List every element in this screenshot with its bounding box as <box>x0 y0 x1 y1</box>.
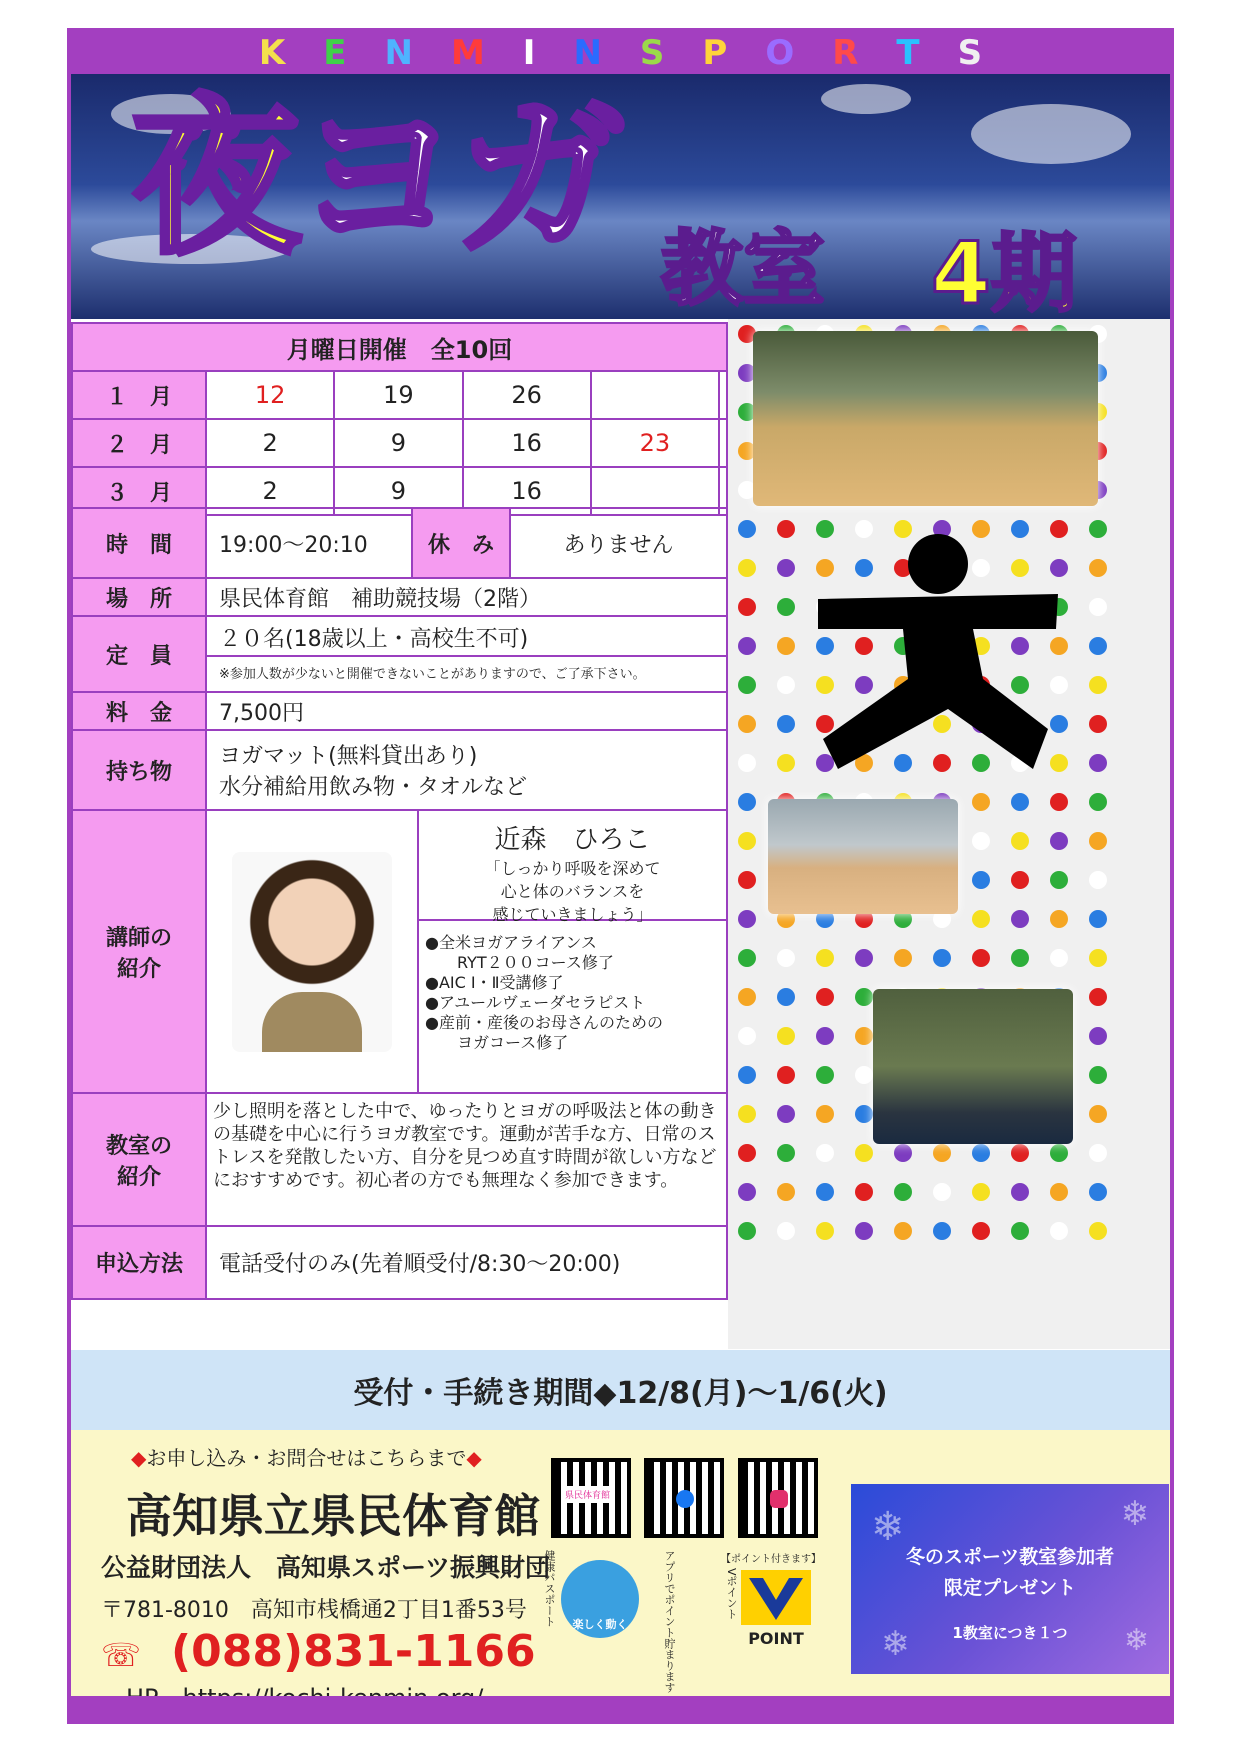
time-label: 時 間 <box>73 509 207 577</box>
decor-dot <box>1089 754 1107 772</box>
schedule-day: 16 <box>463 419 591 467</box>
schedule-day: 16 <box>463 467 591 515</box>
decor-dot <box>777 949 795 967</box>
decor-dot <box>855 988 873 1006</box>
address: 〒781-8010 高知市桟橋通2丁目1番53号 <box>101 1598 527 1623</box>
decor-dot <box>1089 949 1107 967</box>
phone-number: ☏ (088)831-1166 <box>101 1626 536 1677</box>
decor-dot <box>1089 871 1107 889</box>
brand-letter: N <box>384 33 413 73</box>
decor-dot <box>1089 1144 1107 1162</box>
bottom-bar <box>71 1696 1170 1720</box>
decor-dot <box>1089 598 1107 616</box>
qr-code-facebook[interactable] <box>644 1458 724 1538</box>
decor-dot <box>855 1222 873 1240</box>
decor-dot <box>855 1144 873 1162</box>
decor-dot <box>816 1027 834 1045</box>
health-passport-logo: 楽しく動く <box>561 1560 639 1638</box>
schedule-day: 2 <box>206 419 334 467</box>
yoga-pose-icon <box>808 529 1068 779</box>
brand-letter: S <box>639 33 665 73</box>
capacity-label: 定 員 <box>73 617 207 691</box>
decor-dot <box>1089 559 1107 577</box>
decor-dot <box>816 1222 834 1240</box>
decor-dot <box>1050 949 1068 967</box>
qr-code-instagram[interactable] <box>738 1458 818 1538</box>
schedule-day: 9 <box>334 467 462 515</box>
decor-dot <box>738 637 756 655</box>
decor-dot <box>738 715 756 733</box>
instructor-label: 講師の 紹介 <box>73 811 207 1092</box>
schedule-day: 26 <box>463 371 591 419</box>
snowflake-icon: ❄ <box>1120 1494 1149 1534</box>
decor-dot <box>972 832 990 850</box>
rest-label: 休 み <box>413 509 511 577</box>
decor-dot <box>777 1222 795 1240</box>
place-label: 場 所 <box>73 579 207 615</box>
decor-dot <box>1089 1105 1107 1123</box>
venue-name: 高知県立県民体育館 <box>126 1489 540 1543</box>
winter-present-banner <box>851 1484 1169 1674</box>
decor-dot <box>738 598 756 616</box>
instructor-quote-3: 感じていきましょう」 <box>492 905 653 924</box>
decor-dot <box>738 1183 756 1201</box>
decor-dot <box>855 1027 873 1045</box>
brand-letter: M <box>450 33 485 73</box>
decor-dot <box>738 1105 756 1123</box>
decor-dot <box>855 1105 873 1123</box>
decor-dot <box>1089 1183 1107 1201</box>
decor-dot <box>738 1222 756 1240</box>
vpoint-note: 【ポイント付きます】 <box>721 1554 821 1565</box>
info-table <box>71 507 728 1300</box>
decor-dot <box>1050 1144 1068 1162</box>
decor-dot <box>855 1183 873 1201</box>
vpoint-logo: POINT <box>741 1570 811 1650</box>
instagram-icon <box>770 1490 788 1508</box>
decor-dot <box>972 1222 990 1240</box>
contact-section <box>71 1430 1170 1704</box>
schedule-table <box>71 322 728 516</box>
snowflake-icon: ❄ <box>881 1624 910 1664</box>
schedule-day <box>719 419 727 467</box>
schedule-header: 月曜日開催 全10回 <box>72 323 727 371</box>
schedule-month: ３ 月 <box>72 467 206 515</box>
phone-icon: ☏ <box>101 1636 142 1674</box>
decor-dot <box>1089 637 1107 655</box>
decor-dot <box>972 1144 990 1162</box>
title-yoga: ヨガ <box>293 80 618 278</box>
title-yoru: 夜 <box>131 80 294 278</box>
brand-letter: K <box>258 33 286 73</box>
decor-dot <box>1089 715 1107 733</box>
schedule-day: 19 <box>334 371 462 419</box>
instructor-quote-2: 心と体のバランスを <box>500 882 645 901</box>
brand-letter: I <box>522 33 536 73</box>
decor-dot <box>1089 910 1107 928</box>
organization: 公益財団法人 高知県スポーツ振興財団 <box>101 1553 551 1582</box>
decor-dot <box>1089 1027 1107 1045</box>
facebook-icon <box>676 1490 694 1508</box>
time-value: 19:00～20:10 <box>207 509 413 577</box>
decor-dot <box>738 676 756 694</box>
decor-dot <box>777 1027 795 1045</box>
decor-dot <box>1050 871 1068 889</box>
instructor-name: 近森 ひろこ <box>494 825 651 855</box>
decor-dot <box>777 715 795 733</box>
credential-line: ●アユールヴェーダセラピスト <box>425 993 646 1012</box>
fee-label: 料 金 <box>73 693 207 729</box>
decor-dot <box>777 598 795 616</box>
decor-dot <box>972 871 990 889</box>
decor-dot <box>738 520 756 538</box>
decor-dot <box>738 832 756 850</box>
decor-dot <box>1011 1222 1029 1240</box>
brand-letter: E <box>323 33 347 73</box>
class-label: 教室の 紹介 <box>73 1094 207 1225</box>
items-label: 持ち物 <box>73 731 207 809</box>
schedule-month: ２ 月 <box>72 419 206 467</box>
decor-dot <box>1011 1183 1029 1201</box>
class-description: 少し照明を落とした中で、ゆったりとヨガの呼吸法と体の動きの基礎を中心に行うヨガ教室です。運動が苦手な方、日常のストレスを発散したい方、自分を見つめ直す時間が欲しい方などにおすすめです。初心者の方でも無理なく参加できます。 <box>213 1101 717 1191</box>
decor-dot <box>1011 949 1029 967</box>
decor-dot <box>1089 1222 1107 1240</box>
schedule-day <box>719 371 727 419</box>
schedule-month: １ 月 <box>72 371 206 419</box>
decor-dot <box>816 1066 834 1084</box>
decor-dot <box>1050 793 1068 811</box>
items-line2: 水分補給用飲み物・タオルなど <box>219 775 528 800</box>
decor-dot <box>1011 832 1029 850</box>
decor-dot <box>777 1105 795 1123</box>
schedule-row <box>72 419 727 467</box>
photo-panel <box>728 319 1170 1349</box>
schedule-day <box>591 371 719 419</box>
gym-photo-1 <box>753 331 1098 506</box>
decor-dot <box>777 637 795 655</box>
decor-dot <box>816 1105 834 1123</box>
credential-line: ヨガコース修了 <box>425 1033 569 1052</box>
decor-dot <box>972 949 990 967</box>
decor-dot <box>1089 793 1107 811</box>
qr-code-site[interactable]: 県民体育館 <box>551 1458 631 1538</box>
health-passport-label: 健康パスポート <box>543 1550 556 1627</box>
decor-dot <box>816 1144 834 1162</box>
present-line-2: 限定プレゼント <box>943 1577 1077 1599</box>
snowflake-icon: ❄ <box>871 1504 905 1550</box>
capacity-note: ※参加人数が少ないと開催できないことがありますので、ご了承下さい。 <box>219 667 646 682</box>
place-value: 県民体育館 補助競技場（2階） <box>219 586 541 612</box>
schedule-day: 12 <box>206 371 334 419</box>
instructor-credentials <box>419 921 726 1065</box>
decor-dot <box>1011 1144 1029 1162</box>
decor-dot <box>738 1066 756 1084</box>
decor-dot <box>894 1183 912 1201</box>
decor-dot <box>894 949 912 967</box>
title-kyoshitsu: 教室 <box>661 222 826 317</box>
decor-dot <box>1089 676 1107 694</box>
app-points-label: アプリでポイント貯まります <box>663 1550 676 1693</box>
decor-dot <box>738 754 756 772</box>
brand-letter: R <box>832 33 859 73</box>
decor-dot <box>1089 988 1107 1006</box>
brand-letter: P <box>702 33 728 73</box>
decor-dot <box>1089 1066 1107 1084</box>
vpoint-v-icon <box>741 1570 811 1625</box>
decor-dot <box>933 1222 951 1240</box>
decor-dot <box>1050 1183 1068 1201</box>
gym-photo-2 <box>768 799 958 914</box>
schedule-day: 2 <box>206 467 334 515</box>
apply-label: 申込方法 <box>73 1227 207 1298</box>
gym-photo-3 <box>873 989 1073 1144</box>
decor-dot <box>1050 910 1068 928</box>
capacity-value: ２０名(18歳以上・高校生不可) <box>207 620 726 657</box>
decor-dot <box>777 1144 795 1162</box>
decor-dot <box>855 949 873 967</box>
decor-dot <box>933 949 951 967</box>
decor-dot <box>1011 910 1029 928</box>
decor-dot <box>816 1183 834 1201</box>
schedule-day: 23 <box>591 419 719 467</box>
items-line1: ヨガマット(無料貸出あり) <box>219 744 478 769</box>
decor-dot <box>1089 832 1107 850</box>
decor-dot <box>894 1144 912 1162</box>
brand-letter: T <box>896 33 920 73</box>
decor-dot <box>777 520 795 538</box>
brand-bar <box>71 32 1170 74</box>
decor-dot <box>738 871 756 889</box>
apply-value: 電話受付のみ(先着順受付/8:30～20:00) <box>219 1252 621 1277</box>
decor-dot <box>777 988 795 1006</box>
decor-dot <box>1089 520 1107 538</box>
brand-letter: O <box>765 33 795 73</box>
instructor-photo <box>232 852 392 1052</box>
title-term: 4期 <box>931 224 1077 319</box>
inquiry-heading: ◆お申し込み・お問合せはこちらまで◆ <box>131 1446 482 1470</box>
decor-dot <box>816 949 834 967</box>
decor-dot <box>933 1183 951 1201</box>
decor-dot <box>738 559 756 577</box>
decor-dot <box>738 793 756 811</box>
schedule-row <box>72 371 727 419</box>
decor-dot <box>738 1144 756 1162</box>
schedule-day: 9 <box>334 419 462 467</box>
decor-dot <box>777 559 795 577</box>
hero-banner <box>71 74 1170 319</box>
decor-dot <box>777 754 795 772</box>
hero-title <box>131 80 618 278</box>
registration-period: 受付・手続き期間◆12/8(月)～1/6(火) <box>71 1350 1170 1430</box>
decor-dot <box>894 1222 912 1240</box>
decor-dot <box>777 1183 795 1201</box>
credential-line: ●AIC Ⅰ・Ⅱ受講修了 <box>425 973 564 992</box>
decor-dot <box>1011 871 1029 889</box>
decor-dot <box>738 910 756 928</box>
rest-value: ありません <box>563 532 674 558</box>
decor-dot <box>972 793 990 811</box>
brand-letter: S <box>957 33 983 73</box>
decor-dot <box>1011 793 1029 811</box>
instructor-quote-1: 「しっかり呼吸を深めて <box>484 859 661 878</box>
snowflake-icon: ❄ <box>1123 1623 1149 1658</box>
decor-dot <box>738 1027 756 1045</box>
decor-dot <box>738 988 756 1006</box>
poster <box>67 28 1174 1724</box>
credential-line: RYT２００コース修了 <box>425 953 614 972</box>
decor-dot <box>738 949 756 967</box>
decor-dot <box>972 1183 990 1201</box>
present-line-3: 1教室につき１つ <box>952 1624 1068 1642</box>
decor-dot <box>777 1066 795 1084</box>
decor-dot <box>855 1066 873 1084</box>
decor-dot <box>972 910 990 928</box>
decor-dot <box>1050 832 1068 850</box>
brand-letter: N <box>573 33 602 73</box>
decor-dot <box>777 676 795 694</box>
credential-line: ●全米ヨガアライアンス <box>425 933 597 952</box>
decor-dot <box>816 988 834 1006</box>
credential-line: ●産前・産後のお母さんのための <box>425 1013 663 1032</box>
fee-value: 7,500円 <box>219 700 304 726</box>
decor-dot <box>1050 1222 1068 1240</box>
vpoint-vertical-label: Vポイント <box>725 1568 738 1620</box>
present-line-1: 冬のスポーツ教室参加者 <box>905 1546 1115 1568</box>
decor-dot <box>933 1144 951 1162</box>
